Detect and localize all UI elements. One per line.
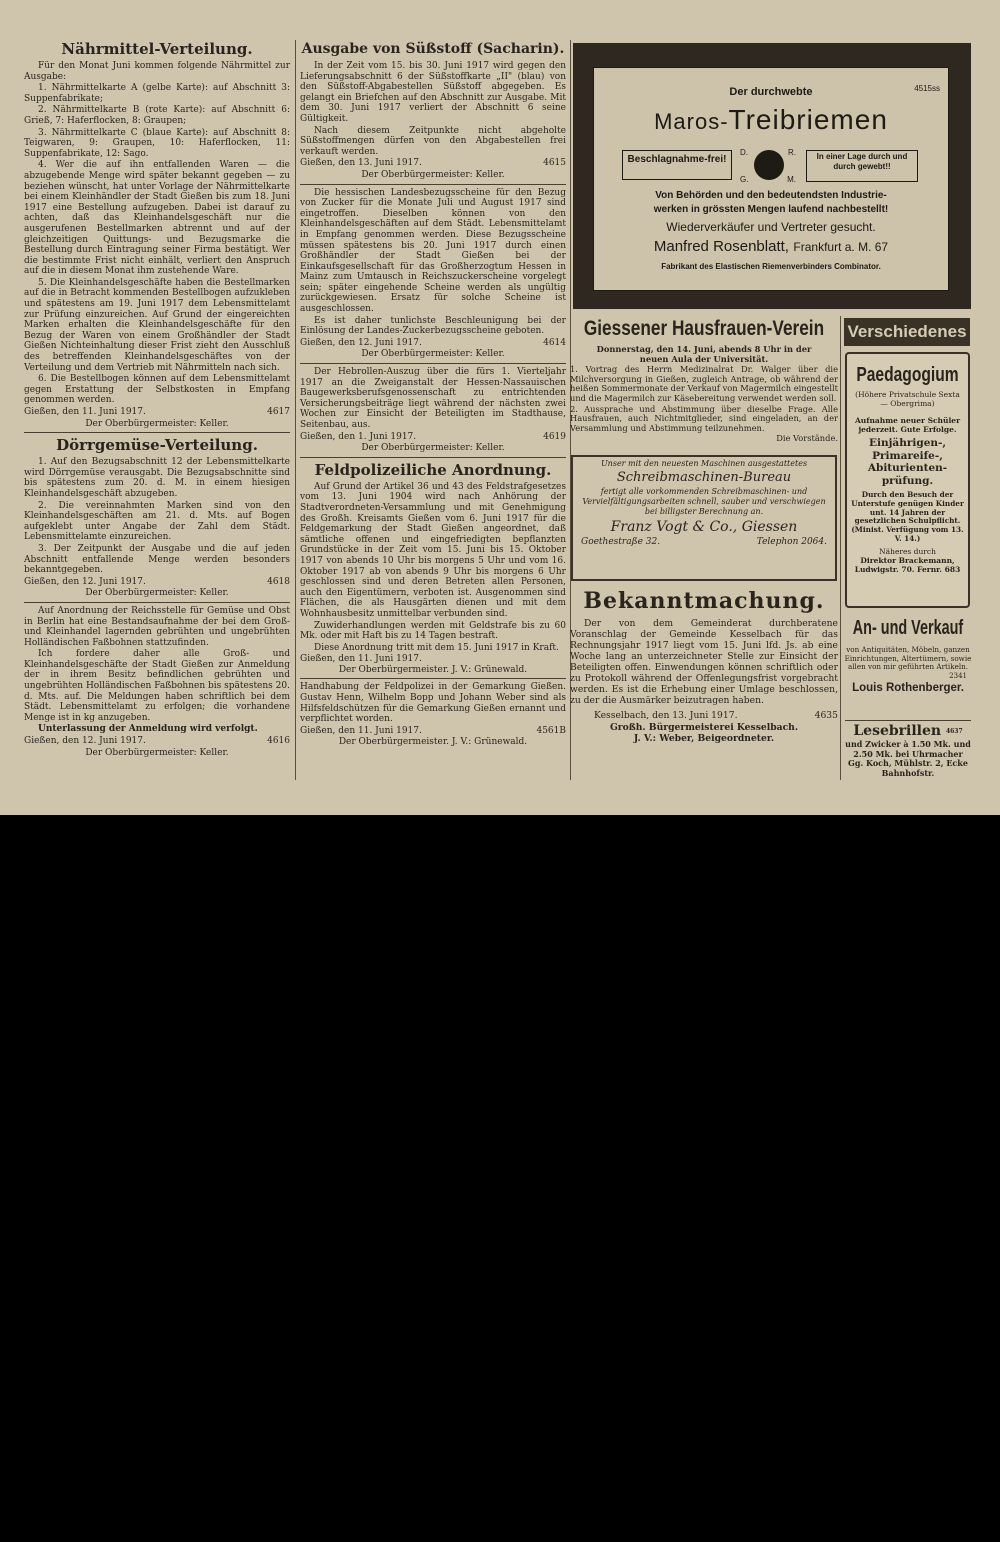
emblem-g: G. xyxy=(740,175,749,184)
kessel-org: Großh. Bürgermeisterei Kesselbach. xyxy=(609,722,799,733)
place-date: Gießen, den 11. Juni 1917. xyxy=(24,407,146,417)
ad-schreibmaschinen xyxy=(571,455,837,581)
signature: Der Oberbürgermeister: Keller. xyxy=(85,747,229,758)
lese-text: und Zwicker à 1.50 Mk. und 2.50 Mk. bei Uhrmacher Gg. Koch, Mühlstr. 2, Ecke Bahnhofstr. xyxy=(845,739,971,778)
divider xyxy=(300,457,566,458)
paragraph: 2. Die vereinnahmten Marken sind von den Kleinhandelsgeschäften am 21. d. Mts. auf Bogen aufgeklebt unter Angabe der Zahl dem Städt. Lebensmittelamte einzureichen. xyxy=(24,500,290,543)
notice-number: 4617 xyxy=(267,407,290,417)
ad-paedagogium xyxy=(845,352,970,608)
ank-title: An- und Verkauf xyxy=(852,617,964,639)
paragraph: 3. Der Zeitpunkt der Ausgabe und die auf jeden Abschnitt entfallende Menge werden besonders bekanntgegeben. xyxy=(24,543,290,576)
signature: Der Oberbürgermeister: Keller. xyxy=(361,443,505,454)
dateline xyxy=(570,710,838,721)
notice-number: 4561B xyxy=(536,725,566,736)
schreib-footer xyxy=(581,537,827,547)
notice-number: 4635 xyxy=(814,710,838,721)
divider xyxy=(24,602,290,603)
paed-p6: Ludwigstr. 70. Fernr. 683 xyxy=(854,564,961,574)
ad-hausfrauen-verein xyxy=(570,316,838,444)
signature: Der Oberbürgermeister. J. V.: Grünewald. xyxy=(338,664,528,675)
dateline xyxy=(300,338,566,349)
lese-title-text: Lesebrillen xyxy=(853,723,942,739)
brand-part-a: Maros- xyxy=(654,109,729,134)
emblem-m: M. xyxy=(787,175,796,184)
schreib-title: Schreibmaschinen-Bureau xyxy=(616,470,792,485)
column-1 xyxy=(24,38,290,758)
signature: Der Oberbürgermeister: Keller. xyxy=(361,169,505,180)
heading-suessstoff: Ausgabe von Süßstoff (Sacharin). xyxy=(301,41,565,57)
place-date: Kesselbach, den 13. Juni 1917. xyxy=(594,710,738,721)
heading-naehrmittel: Nährmittel-Verteilung. xyxy=(61,40,253,58)
paragraph: Der von dem Gemeinderat durchberatene Voranschlag der Gemeinde Kesselbach für das Rechnungsjahr 1917 liegt vom 15. Juni lfd. Js. ab eine Woche lang an unterzeichneter Stelle zur Einsicht der Beteiligten offen. Einwendungen können schriftlich oder zu Protokoll während der Offenlegungsfrist vorgebracht werden. Es ist die Erhebung einer Umlage beschlossen, zu der die Ausmärker beizutragen haben. xyxy=(570,618,838,706)
brand-part-b: Treibriemen xyxy=(728,104,888,135)
emblem-circle-icon xyxy=(754,150,784,180)
signature: Der Oberbürgermeister: Keller. xyxy=(85,588,229,599)
paragraph: 4. Wer die auf ihn entfallenden Waren — die abzugebende Menge wird später bekannt gegeben — zu beziehen wünscht, hat unter Vorlage der Nährmittelkarte bei einem Kleinhändler der Stadt Gießen bis zum 18. Juni 1917 eine Bestellung aufzugeben. Dabei ist darauf zu achten, daß das Kleinhandelsgeschäft nur die ausgerufenen Bestellmarken abtrennt und auf der gleichzeitigen Quittungs- und Bezugsmarke die Bestellung durch Eintragung seiner Firma bestätigt. Wer die bestimmte Frist nicht einhält, verliert den Anspruch auf die in diesem Monat ihm zustehende Ware. xyxy=(24,160,290,277)
signature: Der Oberbürgermeister: Keller. xyxy=(361,349,505,360)
notice-number: 4616 xyxy=(267,736,290,747)
place-date: Gießen, den 12. Juni 1917. xyxy=(24,576,146,587)
notice-kesselbach xyxy=(570,585,838,744)
heading-doerrgemuese: Dörrgemüse-Verteilung. xyxy=(56,436,258,455)
divider xyxy=(24,432,290,433)
dateline xyxy=(24,577,290,588)
paragraph: 1. Vortrag des Herrn Medizinalrat Dr. Walger über die Milchversorgung in Gießen, zugleich Antrage, ob während der heißen Sommermonate der Verkauf von Magermilch eingestellt und die Magermilch zur Käsebereitung verwendet werden soll. xyxy=(570,364,838,403)
hausfrauen-title: Giessener Hausfrauen-Verein xyxy=(583,317,825,340)
paragraph: Auf Grund der Artikel 36 und 43 des Feldstrafgesetzes vom 13. Juni 1904 wird nach Anhörung der Stadtverordneten-Versammlung und mit Genehmigung des Großh. Kreisamts Gießen vom 6. Juni 1917 für die Feldgemarkung der Stadt Gießen angeordnet, daß sämtliche offenen und eingefriedigten bepflanzten Grundstücke in der Zeit vom 15. Juni bis 15. Oktober 1917 von abends 10 Uhr bis morgens 5 Uhr und vom 16. Oktober 1917 ab von abends 9 Uhr bis morgens 6 Uhr geschlossen sind und deren Betreten allen Personen, auch den Eigentümern, verboten ist. Ausgenommen sind Flächen, die als Hausgärten dienen und mit dem Wohnhausbesitz unmittelbar verbunden sind. xyxy=(300,481,566,619)
ad-line3: Wiederverkäufer und Vertreter gesucht. xyxy=(666,220,876,234)
paragraph: Die hessischen Landesbezugsscheine für den Bezug von Zucker für die Monate Juli und August 1917 sind eingetroffen. Dieselben können von den Kleinhandelsgeschäften auf dem Städt. Lebensmittelamt in Empfang genommen werden. Diese Bezugsscheine müssen spätestens bis 20. Juni 1917 durch einen Großhändler der Stadt Gießen bei der Einkaufsgesellschaft für das Großherzogtum Hessen in Mainz zum Umtausch in Reichszuckerscheine vorgelegt sein; später eingehende Scheine werden als ungültig zurückgewiesen. Ersatz für solche Scheine ist ausgeschlossen. xyxy=(300,187,566,315)
ad-top-line: Der durchwebte xyxy=(729,86,813,98)
beschlagnahme-box: Beschlagnahme-frei! xyxy=(622,150,732,180)
notice-number: 4619 xyxy=(543,431,566,442)
place-date: Gießen, den 12. Juni 1917. xyxy=(24,736,146,747)
paragraph: 2. Nährmittelkarte B (rote Karte): auf Abschnitt 6: Grieß, 7: Haferflocken, 8: Graupen; xyxy=(24,105,290,126)
paed-p5: Direktor Brackemann, xyxy=(860,555,955,565)
lage-box: In einer Lage durch und durch gewebt!! xyxy=(806,150,918,182)
drgm-emblem xyxy=(740,148,796,184)
divider xyxy=(300,363,566,364)
dateline xyxy=(24,407,290,418)
paed-title: Paedagogium xyxy=(856,364,959,386)
schreib-firm: Franz Vogt & Co., Giessen xyxy=(610,519,798,535)
paragraph: Zuwiderhandlungen werden mit Geldstrafe bis zu 60 Mk. oder mit Haft bis zu 14 Tagen bestraft. xyxy=(300,620,566,642)
lese-number: 4637 xyxy=(945,728,963,735)
paragraph: Der Hebrollen-Auszug über die fürs 1. Vierteljahr 1917 an die Zweiganstalt der Hessen-Nassauischen Baugewerksberufsgenossenschaft zu entrichtenden Versicherungsbeiträge liegt während der nächsten zwei Wochen zur Einsicht der Beteiligten im Stadthause, Seitenbau, aus. xyxy=(300,367,566,430)
paragraph: 2. Aussprache und Abstimmung über dieselbe Frage. Alle Hausfrauen, auch Nichtmitglieder, sind eingeladen, an der Versammlung und Abstimmung teilzunehmen. xyxy=(570,403,838,433)
paragraph: Für den Monat Juni kommen folgende Nährmittel zur Ausgabe: xyxy=(24,61,290,82)
ank-number: 2341 xyxy=(949,671,967,680)
notice-number: 4618 xyxy=(267,576,290,587)
paed-p2: Einjährigen-, Primareife-, Abiturienten-prüfung. xyxy=(867,437,948,487)
place-date: Gießen, den 13. Juni 1917. xyxy=(300,158,422,169)
column-rule xyxy=(840,316,841,780)
divider xyxy=(300,678,566,679)
schreib-line2: fertigt alle vorkommenden Schreibmaschinen- und Vervielfältigungsarbeiten schnell, sauber und verschwiegen bei billigster Berechnung an. xyxy=(582,487,826,516)
dateline xyxy=(300,432,566,443)
emblem-r: R. xyxy=(788,148,796,157)
ad-sub: Fabrikant des Elastischen Riemenverbinders Combinator. xyxy=(661,262,881,271)
signature: Der Oberbürgermeister. J. V.: Grünewald. xyxy=(338,737,528,748)
paragraph: Unterlassung der Anmeldung wird verfolgt. xyxy=(38,724,258,735)
place-date: Gießen, den 11. Juni 1917. xyxy=(300,654,422,665)
ad-an-und-verkauf xyxy=(843,614,973,696)
paragraph: 3. Nährmittelkarte C (blaue Karte): auf Abschnitt 8: Teigwaren, 9: Graupen, 10: Haferflocken, 11: Suppenfabrikate, 12: Sago. xyxy=(24,127,290,159)
paragraph: 6. Die Bestellbogen können auf dem Lebensmittelamt gegen Erstattung der Selbstkosten in Empfang genommen werden. xyxy=(24,374,290,406)
dateline xyxy=(300,726,566,737)
hausfrauen-sign: Die Vorstände. xyxy=(776,433,838,444)
column-2 xyxy=(300,38,566,748)
dateline xyxy=(300,158,566,169)
ad-inner xyxy=(593,67,949,291)
place-date: Gießen, den 1. Juni 1917. xyxy=(300,431,417,442)
paed-p3: Durch den Besuch der Unterstufe genügen Kinder unt. 14 Jahren der gesetzlichen Schulpflicht. (Minist. Verfügung vom 13. V. 14.) xyxy=(851,490,964,543)
notice-number: 4614 xyxy=(543,337,566,348)
paragraph: Ich fordere daher alle Groß- und Kleinhandelsgeschäfte der Stadt Gießen zur Anmeldung der in ihrem Besitz befindlichen gebrühten und ungebrühten Holländischen Faßbohnen bis spätestens 20. d. Mts. auf. Die Meldungen haben schriftlich bei dem Städt. Lebensmittelamt zu erfolgen; die vorhandene Menge ist in kg anzugeben. xyxy=(24,649,290,723)
dateline xyxy=(24,736,290,747)
ank-name: Louis Rothenberger. xyxy=(852,681,964,694)
paragraph: 5. Die Kleinhandelsgeschäfte haben die Bestellmarken auf die in Betracht kommenden Bestellbogen aufzukleben und spätestens am 19. Juni 1917 dem Lebensmittelamt zur Prüfung einzureichen. Auf Grund der eingereichten Marken erhalten die Kleinhandelsgeschäfte für den Bezug der Waren von einem Großhändler der Stadt Gießen Nichteinhaltung dieser Frist zieht den Ausschluß des betreffenden Kleinhandelsgeschäftes von der Verteilung und dem Vertrieb mit Nährmitteln nach sich. xyxy=(24,277,290,373)
lese-title xyxy=(845,723,971,740)
paed-p4: Näheres durch xyxy=(879,546,936,556)
ad-maros-treibriemen xyxy=(573,43,971,309)
paragraph: Donnerstag, den 14. Juni, abends 8 Uhr in der neuen Aula der Universität. xyxy=(596,344,812,364)
paragraph: Auf Anordnung der Reichsstelle für Gemüse und Obst in Berlin hat eine Bestandsaufnahme der bei dem Groß- und Kleinhandel lagernden gebrühten und ungebrühten Holländischen Faßbohnen stattzufinden. xyxy=(24,605,290,648)
paragraph: Handhabung der Feldpolizei in der Gemarkung Gießen. Gustav Henn, Wilhelm Bopp und Johann Weber sind als Hilfsfeldschützen für die Gemarkung Gießen ernannt und verpflichtet worden. xyxy=(300,682,566,725)
paragraph: 1. Auf den Bezugsabschnitt 12 der Lebensmittelkarte wird Dörrgemüse verausgabt. Die Bezugsabschnitte sind bis spätestens zum 20. d. M. in einem hiesigen Kleinhandelsgeschäft abzugeben. xyxy=(24,457,290,499)
paragraph: 1. Nährmittelkarte A (gelbe Karte): auf Abschnitt 3: Suppenfabrikate; xyxy=(24,83,290,104)
schreib-addr: Goethestraße 32. xyxy=(581,537,661,547)
ad-brand xyxy=(594,104,948,136)
kessel-title: Bekanntmachung. xyxy=(583,588,825,614)
paed-sub: (Höhere Privatschule Sexta — Obergrima) xyxy=(855,390,960,408)
paragraph: In der Zeit vom 15. bis 30. Juni 1917 wird gegen den Lieferungsabschnitt 6 der Süßstoffkarte „II" (blau) von den Süßstoff-Abgabestellen Süßstoff abgegeben. Es gelangt ein Briefchen auf den Abschnitt zur Ausgabe. Mit dem 30. Juni 1917 verliert der Abschnitt 6 seine Gültigkeit. xyxy=(300,61,566,124)
signature: Der Oberbürgermeister: Keller. xyxy=(85,418,229,429)
column-rule xyxy=(295,40,296,780)
ad-code: 4515ss xyxy=(914,84,940,93)
paragraph: Diese Anordnung tritt mit dem 15. Juni 1917 in Kraft. xyxy=(314,642,559,653)
emblem-d: D. xyxy=(740,148,748,157)
divider xyxy=(300,184,566,185)
paragraph: Es ist daher tunlichste Beschleunigung bei der Einlösung der Landes-Zuckerbezugsscheine geboten. xyxy=(300,315,566,337)
signature: J. V.: Weber, Beigeordneter. xyxy=(633,733,775,744)
paed-p1: Aufnahme neuer Schüler jederzeit. Gute Erfolge. xyxy=(854,416,961,434)
ad-lesebrillen xyxy=(845,720,971,778)
ad-line2: werken in grössten Mengen laufend nachbestellt! xyxy=(653,204,889,215)
schreib-tel: Telephon 2064. xyxy=(756,537,827,547)
ad-line1: Von Behörden und den bedeutendsten Industrie- xyxy=(655,190,887,201)
verschiedenes-header: Verschiedenes xyxy=(844,318,970,346)
schreib-line1: Unser mit den neuesten Maschinen ausgestattetes xyxy=(600,459,808,468)
ank-text: von Antiquitäten, Möbeln, ganzen Einrichtungen, Altertümern, sowie allen von mir geführten Artikeln. xyxy=(844,645,972,672)
ad-contact xyxy=(594,238,948,256)
ad-name: Manfred Rosenblatt, xyxy=(653,238,789,255)
place-date: Gießen, den 11. Juni 1917. xyxy=(300,725,422,736)
notice-number: 4615 xyxy=(543,158,566,169)
place-date: Gießen, den 12. Juni 1917. xyxy=(300,337,422,348)
heading-feldpolizei: Feldpolizeiliche Anordnung. xyxy=(314,460,552,479)
ad-city: Frankfurt a. M. 67 xyxy=(793,240,889,254)
paragraph: Nach diesem Zeitpunkte nicht abgeholte Süßstoffmengen dürfen von den Abgabestellen frei verkauft werden. xyxy=(300,125,566,157)
